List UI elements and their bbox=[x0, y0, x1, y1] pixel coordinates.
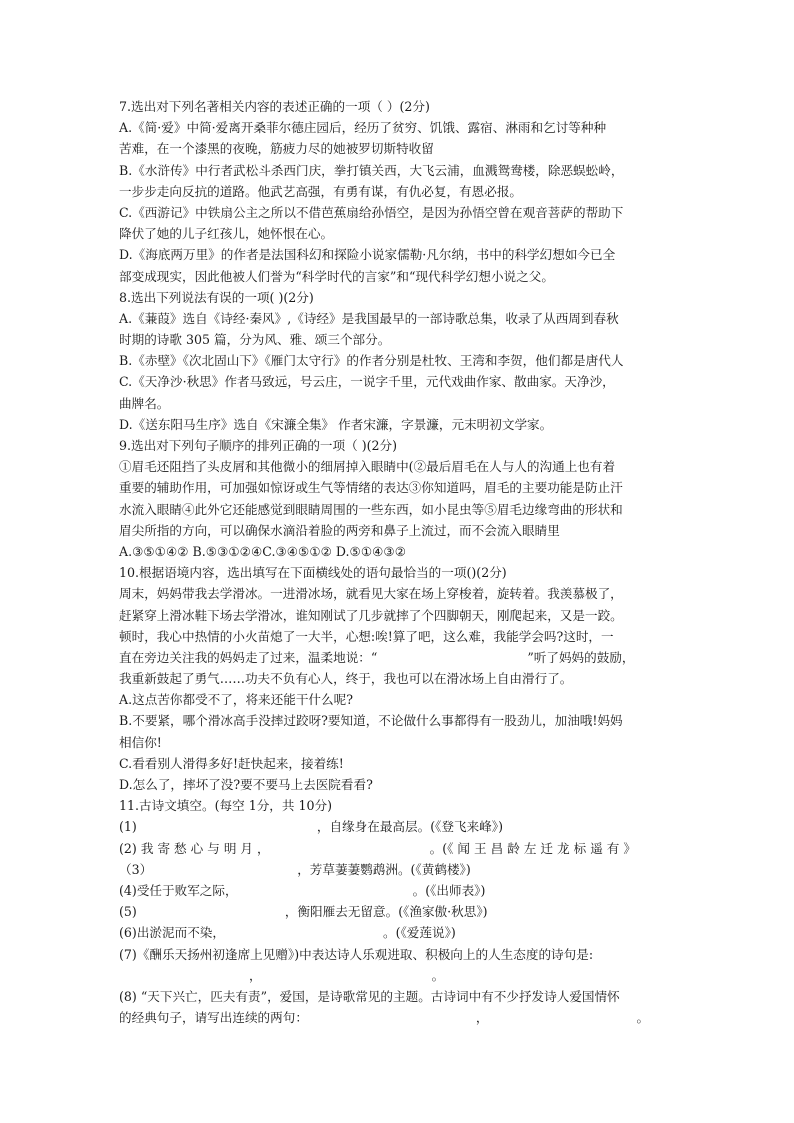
q11-item-7: (7)《酬乐天扬州初逢席上见赠》)中表达诗人乐观进取、积极向上的人生态度的诗句是: bbox=[119, 946, 594, 962]
q7-stem: 7.选出对下列名著相关内容的表述正确的一项（ ）(2分) bbox=[119, 99, 430, 114]
q9-stem: 9.选出对下列句子顺序的排列正确的一项（ )(2分) bbox=[119, 438, 398, 453]
q7-option-d-line1: D.《海底两万里》的作者是法国科幻和探险小说家儒勒·凡尔纳，书中的科学幻想如今已全 bbox=[119, 247, 616, 263]
q10-text-line2: 赶紧穿上滑冰鞋下场去学滑冰，谁知刚试了几步就摔了个四脚朝天，刚爬起来，又是一跤。 bbox=[119, 607, 623, 623]
q11-item-3-number: （3） bbox=[119, 861, 153, 877]
q11-item-8-line1: (8) “天下兴亡，匹夫有责”，爱国，是诗歌常见的主题。古诗词中有不少抒发诗人爱国情怀 bbox=[119, 988, 620, 1004]
q11-item-6-source: 。(《爱莲说》) bbox=[383, 925, 456, 941]
q11-stem: 11.古诗文填空。(每空 1分，共 10分) bbox=[119, 798, 333, 814]
q11-item-1-number: (1) bbox=[119, 819, 137, 835]
q11-item-5 bbox=[119, 901, 679, 922]
q11-item-5-number: (5) bbox=[119, 904, 137, 920]
q10-option-c: C.看看别人滑得多好!赶快起来，接着练! bbox=[119, 755, 344, 771]
q9-text-line3: 水流入眼睛④此外它还能感觉到眼睛周围的一些东西，如小昆虫等⑤眉毛边缘弯曲的形状和 bbox=[119, 501, 623, 517]
q11-item-8-text: 的经典句子，请写出连续的两句： bbox=[119, 1010, 308, 1026]
q7-option-d-line2: 部变成现实，因此他被人们誉为“科学时代的言家”和“现代科学幻想小说之父。 bbox=[119, 268, 554, 284]
q10-text-line3: 顿时，我心中热情的小火苗熄了一大半，心想:唉!算了吧，这么难，我能学会吗?这时，一 bbox=[119, 628, 614, 644]
q8-option-c-line2: 曲牌名。 bbox=[119, 395, 170, 411]
q11-item-2-text: (2) 我 寄 愁 心 与 明 月 ， bbox=[119, 840, 270, 856]
q9-options: A.③⑤①④② B.⑤③①②④C.③④⑤①② D.⑤①④③② bbox=[119, 543, 407, 559]
q11-item-5-text: ，衡阳雁去无留意。(《渔家傲·秋思》) bbox=[284, 904, 488, 920]
q11-item-2-source: 。(《 闻 王 昌 龄 左 迁 龙 标 遥 有 》 bbox=[429, 840, 636, 856]
q10-option-a: A.这点苦你都受不了，将来还能干什么呢? bbox=[119, 692, 353, 708]
exam-content bbox=[119, 96, 679, 1028]
q10-option-b-line1: B.不要紧，哪个滑冰高手没摔过跤呀?要知道，不论做什么事都得有一股劲儿，加油哦!妈妈 bbox=[119, 713, 623, 729]
q8-option-a-line2: 时期的诗歌 305 篇，分为风、雅、颂三个部分。 bbox=[119, 332, 391, 348]
q10-text-line4-start: 直在旁边关注我的妈妈走了过来，温柔地说：“ bbox=[119, 649, 378, 665]
q11-item-1-text: ，自缘身在最高层。(《登飞来峰》) bbox=[316, 819, 503, 835]
q10-text-line4-end: ”听了妈妈的鼓励， bbox=[527, 649, 635, 665]
q10-option-b-line2: 相信你! bbox=[119, 734, 162, 750]
q11-item-7-comma: ， bbox=[249, 967, 262, 983]
q10-text-line5: 我重新鼓起了勇气……功夫不负有心人，终于，我也可以在滑冰场上自由滑行了。 bbox=[119, 671, 573, 687]
q10-text-line4 bbox=[119, 647, 679, 668]
q7-option-b-line2: 一步步走向反抗的道路。他武艺高强，有勇有谋，有仇必复，有恩必报。 bbox=[119, 183, 522, 199]
q11-item-8-comma: ， bbox=[475, 1010, 489, 1026]
q9-text-line4: 眉尖所指的方向，可以确保水滴沿着脸的两旁和鼻子上流过，而不会流入眼睛里 bbox=[119, 522, 560, 538]
q10-text-line1: 周末，妈妈带我去学滑冰。一进滑冰场，就看见大家在场上穿梭着，旋转着。我羡慕极了， bbox=[119, 586, 623, 602]
q11-item-4 bbox=[119, 880, 679, 901]
q11-item-4-text: (4)受任于败军之际， bbox=[119, 882, 238, 898]
q11-item-6 bbox=[119, 922, 679, 943]
q7-option-a-line2: 苦难，在一个漆黑的夜晚，筋疲力尽的她被罗切斯特收留 bbox=[119, 141, 434, 157]
q9-text-line2: 重要的辅助作用，可加强如惊讶或生气等情绪的表达③你知道吗，眉毛的主要功能是防止汗 bbox=[119, 480, 623, 496]
q11-item-7-blanks bbox=[119, 965, 679, 986]
q11-item-3-text: ，芳草萋萋鹦鹉洲。(《黄鹤楼》) bbox=[297, 861, 471, 877]
q11-item-2 bbox=[119, 838, 679, 859]
q11-item-6-text: (6)出淤泥而不染， bbox=[119, 925, 225, 941]
q8-option-c-line1: C.《天净沙·秋思》作者马致远，号云庄，一说字千里，元代戏曲作家、散曲家。天净沙， bbox=[119, 374, 615, 390]
q11-item-1 bbox=[119, 816, 679, 837]
q10-stem: 10.根据语境内容，选出填写在下面横线处的语句最恰当的一项()(2分) bbox=[119, 565, 507, 581]
q8-option-d-line1: D.《送东阳马生序》选自《宋濂全集》 作者宋濂，字景濂，元末明初文学家。 bbox=[119, 416, 553, 432]
q7-option-c-line1: C.《西游记》中铁扇公主之所以不借芭蕉扇给孙悟空，是因为孙悟空曾在观音菩萨的帮助下 bbox=[119, 204, 624, 220]
q10-option-d: D.怎么了，摔坏了没?要不要马上去医院看看? bbox=[119, 777, 373, 792]
q7-option-a-line1: A.《简·爱》中简·爱离开桑菲尔德庄园后，经历了贫穷、饥饿、露宿、淋雨和乞讨等种种 bbox=[119, 120, 607, 136]
q8-stem: 8.选出下列说法有误的一项( )(2分) bbox=[119, 289, 314, 305]
q11-item-4-source: 。(《出师表》) bbox=[412, 882, 486, 898]
q7-option-c-line2: 降伏了她的儿子红孩儿，她怀恨在心。 bbox=[119, 226, 334, 242]
q11-item-7-period: 。 bbox=[431, 967, 445, 983]
q7-option-b-line1: B.《水浒传》中行者武松斗杀西门庆，拳打镇关西，大飞云浦，血溅鸳鸯楼，除恶蜈蚣岭， bbox=[119, 162, 624, 178]
q11-item-3 bbox=[119, 859, 679, 880]
q8-option-b-line1: B.《赤壁》《次北固山下》《雁门太守行》的作者分别是杜牧、王湾和李贺，他们都是唐代人 bbox=[119, 353, 624, 369]
q11-item-8-period: 。 bbox=[636, 1010, 650, 1026]
q8-option-a-line1: A.《蒹葭》选自《诗经·秦风》,《诗经》是我国最早的一部诗歌总集，收录了从西周到春秋 bbox=[119, 310, 619, 326]
q11-item-8-line2 bbox=[119, 1007, 679, 1028]
q9-text-line1: ①眉毛还阻挡了头皮屑和其他微小的细屑掉入眼睛中(②最后眉毛在人与人的沟通上也有着 bbox=[119, 459, 616, 475]
